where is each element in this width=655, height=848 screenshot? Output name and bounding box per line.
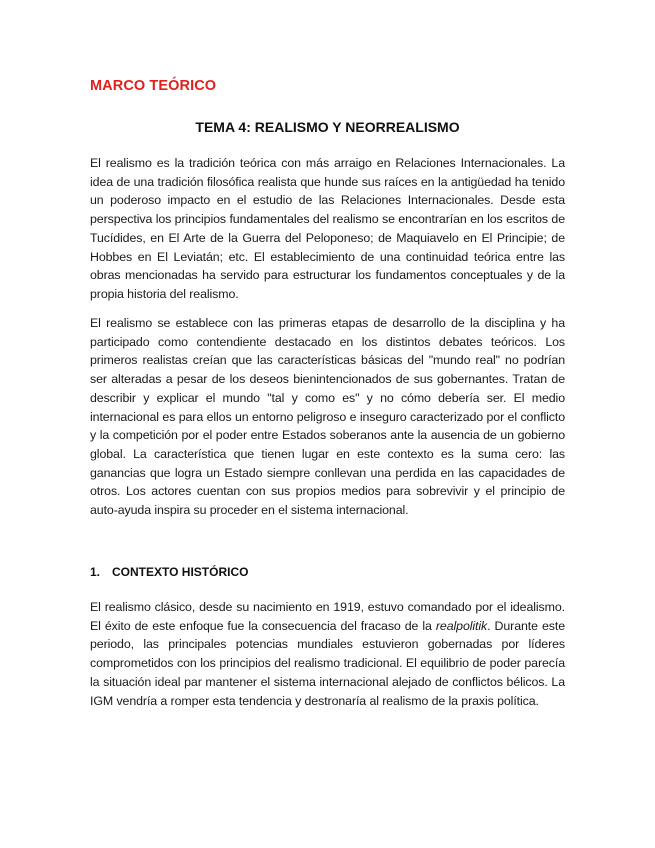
paragraph-text-end: . Durante este periodo, las principales potencias mundiales estuvieron gobernadas por líderes comprometidos con los principios del realismo tradicional. El equilibrio de poder parecía la situación ideal par mantener el sistema internacional alejado de conflictos bélicos. La IGM vendría a romper esta tendencia y destronaría al realismo de la praxis política. — [90, 618, 565, 708]
paragraph-historical-context — [90, 598, 565, 710]
section-number: 1. — [90, 565, 101, 579]
paragraph-realism-origins: El realismo se establece con las primeras etapas de desarrollo de la disciplina y ha participado como contendiente destacado en los distintos debates teóricos. Los primeros realistas creían que las características básicas del "mundo real" no podrían ser alteradas a pesar de los deseos bienintencionados de sus gobernantes. Tratan de describir y explicar el mundo "tal y como es" y no cómo debería ser. El medio internacional es para ellos un entorno peligroso e inseguro caracterizado por el conflicto y la competición por el poder entre Estados soberanos ante la ausencia de un gobierno global. La característica que tienen lugar en este contexto es la suma cero: las ganancias que logra un Estado siempre conllevan una perdida en las capacidades de otros. Los actores cuentan con sus propios medios para sobrevivir y el principio de auto-ayuda inspira su proceder en el sistema internacional. — [90, 316, 565, 518]
realpolitik-term: realpolitik — [435, 618, 488, 633]
section-heading-historical-context — [90, 565, 248, 579]
topic-title: TEMA 4: REALISMO Y NEORREALISMO — [195, 119, 460, 135]
section-title: CONTEXTO HISTÓRICO — [112, 565, 249, 579]
document-header: MARCO TEÓRICO — [90, 78, 217, 94]
paragraph-intro: El realismo es la tradición teórica con más arraigo en Relaciones Internacionales. La idea de una tradición filosófica realista que hunde sus raíces en la antigüedad ha tenido un poderoso impacto en el estudio de las Relaciones Internacionales. Desde esta perspectiva los principios fundamentales del realismo se encontrarían en los escritos de Tucídides, en El Arte de la Guerra del Peloponeso; de Maquiavelo en El Principie; de Hobbes en El Leviatán; etc. El establecimiento de una continuidad teórica entre las obras mencionadas ha servido para estructurar los fundamentos conceptuales y de la propia historia del realismo. — [90, 156, 565, 301]
paragraph-text-start: El realismo clásico, desde su nacimiento en 1919, estuvo comandado por el idealismo. El éxito de este enfoque fue la consecuencia del fracaso de la — [90, 600, 565, 633]
